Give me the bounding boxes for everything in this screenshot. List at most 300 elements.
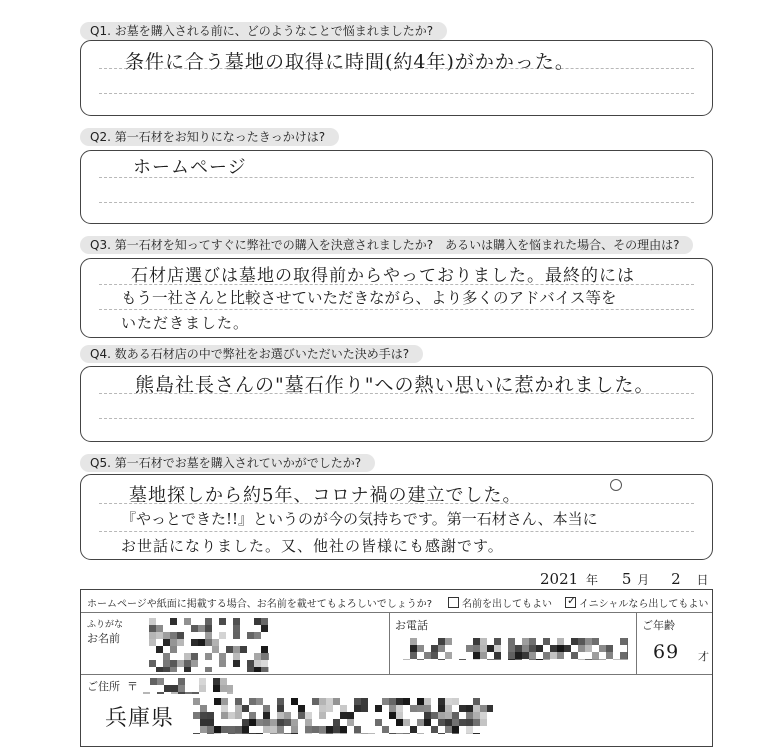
mosaic-tile bbox=[417, 659, 424, 660]
mosaic-tile bbox=[221, 712, 228, 719]
mosaic-tile bbox=[473, 659, 480, 660]
mosaic-tile bbox=[305, 726, 312, 733]
mosaic-tile bbox=[515, 645, 522, 652]
mosaic-tile bbox=[178, 692, 185, 694]
mosaic-tile bbox=[347, 712, 354, 719]
mosaic-tile bbox=[494, 645, 501, 652]
mosaic-tile bbox=[149, 660, 156, 667]
q3-answer-line-2: もう一社さんと比較させていただきながら、より多くのアドバイス等を bbox=[121, 289, 617, 307]
mosaic-tile bbox=[277, 719, 284, 726]
mosaic-tile bbox=[261, 667, 268, 672]
mosaic-tile bbox=[184, 667, 191, 672]
mosaic-tile bbox=[375, 719, 382, 726]
mosaic-tile bbox=[156, 646, 163, 653]
mosaic-tile bbox=[473, 705, 480, 712]
mosaic-tile bbox=[627, 659, 628, 660]
mosaic-tile bbox=[627, 638, 628, 645]
mosaic-tile bbox=[261, 618, 268, 625]
mosaic-tile bbox=[319, 712, 326, 719]
mosaic-tile bbox=[473, 638, 480, 645]
mosaic-tile bbox=[205, 618, 212, 625]
mosaic-tile bbox=[184, 653, 191, 660]
mosaic-tile bbox=[305, 719, 312, 726]
mosaic-tile bbox=[438, 698, 445, 705]
mosaic-tile bbox=[438, 733, 445, 734]
mosaic-tile bbox=[389, 705, 396, 712]
small-circle-mark bbox=[610, 479, 622, 491]
mosaic-tile bbox=[270, 726, 277, 733]
mosaic-tile bbox=[200, 726, 207, 733]
mosaic-tile bbox=[592, 652, 599, 659]
mosaic-tile bbox=[515, 659, 522, 660]
mosaic-tile bbox=[256, 733, 263, 734]
mosaic-tile bbox=[326, 698, 333, 705]
mosaic-tile bbox=[466, 726, 473, 733]
q5-answer-line-2: 『やっとできた!!』というのが今の気持ちです。第一石材さん、本当に bbox=[121, 510, 598, 528]
mosaic-tile bbox=[277, 733, 284, 734]
age-unit: 才 bbox=[698, 650, 709, 663]
mosaic-tile bbox=[487, 659, 494, 660]
option-name-label: 名前を出してもよい bbox=[462, 599, 552, 610]
date-day-unit: 日 bbox=[696, 573, 709, 587]
mosaic-tile bbox=[177, 639, 184, 646]
mosaic-tile bbox=[326, 705, 333, 712]
mosaic-tile bbox=[396, 719, 403, 726]
mosaic-tile bbox=[473, 698, 480, 705]
mosaic-tile bbox=[263, 705, 270, 712]
mosaic-tile bbox=[445, 705, 452, 712]
mosaic-tile bbox=[242, 733, 249, 734]
mosaic-tile bbox=[270, 719, 277, 726]
mosaic-tile bbox=[326, 733, 333, 734]
mosaic-tile bbox=[557, 645, 564, 652]
mosaic-tile bbox=[431, 645, 438, 652]
mosaic-tile bbox=[403, 719, 410, 726]
mosaic-tile bbox=[184, 618, 191, 625]
option-name-checkbox[interactable] bbox=[448, 595, 552, 610]
mosaic-tile bbox=[193, 712, 200, 719]
mosaic-tile bbox=[163, 667, 170, 672]
mosaic-tile bbox=[466, 705, 473, 712]
mosaic-tile bbox=[438, 638, 445, 645]
mosaic-tile bbox=[268, 653, 269, 660]
mosaic-tile bbox=[445, 652, 452, 659]
mosaic-tile bbox=[268, 667, 269, 672]
mosaic-tile bbox=[410, 705, 417, 712]
mosaic-tile bbox=[480, 705, 487, 712]
mosaic-tile bbox=[240, 646, 247, 653]
mosaic-tile bbox=[550, 645, 557, 652]
mosaic-tile bbox=[249, 719, 256, 726]
mosaic-tile bbox=[417, 698, 424, 705]
mosaic-tile bbox=[235, 698, 242, 705]
mosaic-tile bbox=[585, 659, 592, 660]
q5-answer-line-1: 墓地探しから約5年、コロナ禍の建立でした。 bbox=[129, 485, 522, 506]
mosaic-tile bbox=[368, 733, 375, 734]
mosaic-tile bbox=[536, 645, 543, 652]
mosaic-tile bbox=[198, 639, 205, 646]
checkbox-icon[interactable] bbox=[448, 597, 459, 608]
mosaic-tile bbox=[452, 733, 459, 734]
mosaic-tile bbox=[233, 660, 240, 667]
mosaic-tile bbox=[312, 726, 319, 733]
mosaic-tile bbox=[410, 726, 417, 733]
mosaic-tile bbox=[247, 660, 254, 667]
mosaic-tile bbox=[403, 698, 410, 705]
mosaic-tile bbox=[445, 726, 452, 733]
mosaic-tile bbox=[298, 705, 305, 712]
mosaic-tile bbox=[480, 719, 487, 726]
mosaic-tile bbox=[171, 685, 178, 692]
mosaic-tile bbox=[254, 653, 261, 660]
mosaic-tile bbox=[592, 638, 599, 645]
mosaic-tile bbox=[170, 639, 177, 646]
mosaic-tile bbox=[221, 705, 228, 712]
mosaic-tile bbox=[354, 726, 361, 733]
mosaic-tile bbox=[508, 638, 515, 645]
mosaic-tile bbox=[543, 638, 550, 645]
mosaic-tile bbox=[171, 692, 178, 694]
mosaic-tile bbox=[163, 653, 170, 660]
mosaic-tile bbox=[298, 712, 305, 719]
mosaic-tile bbox=[620, 652, 627, 659]
mosaic-tile bbox=[212, 646, 219, 653]
q4-label: Q4. 数ある石材店の中で弊社をお選びいただいた決め手は? bbox=[80, 345, 423, 363]
mosaic-tile bbox=[550, 652, 557, 659]
q3-answer-line-1: 石材店選びは墓地の取得前からやっておりました。最終的には bbox=[131, 266, 635, 286]
mosaic-tile bbox=[205, 625, 212, 632]
q2-label: Q2. 第一石材をお知りになったきっかけは? bbox=[80, 128, 339, 146]
mosaic-tile bbox=[417, 705, 424, 712]
mosaic-tile bbox=[263, 712, 270, 719]
mosaic-tile bbox=[620, 659, 627, 660]
mosaic-tile bbox=[170, 618, 177, 625]
mosaic-tile bbox=[445, 638, 452, 645]
mosaic-tile bbox=[207, 719, 214, 726]
date-year: 2021 bbox=[540, 570, 579, 588]
mosaic-tile bbox=[480, 638, 487, 645]
mosaic-tile bbox=[284, 712, 291, 719]
mosaic-tile bbox=[445, 712, 452, 719]
postal-mark: 〒 bbox=[127, 680, 138, 693]
mosaic-tile bbox=[613, 659, 620, 660]
mosaic-tile bbox=[564, 645, 571, 652]
mosaic-tile bbox=[494, 659, 501, 660]
mosaic-tile bbox=[219, 632, 226, 639]
mosaic-tile bbox=[254, 660, 261, 667]
mosaic-tile bbox=[178, 678, 185, 685]
mosaic-tile bbox=[389, 712, 396, 719]
mosaic-tile bbox=[319, 705, 326, 712]
mosaic-tile bbox=[150, 678, 157, 685]
mosaic-tile bbox=[199, 678, 206, 685]
permission-question: ホームページや紙面に掲載する場合、お名前を載せてもよろしいでしょうか? bbox=[87, 599, 433, 610]
mosaic-tile bbox=[319, 726, 326, 733]
q4-answer-line-1: 熊島社長さんの"墓石作り"への熱い思いに惹かれました。 bbox=[135, 374, 655, 396]
address-label: ご住所 bbox=[87, 680, 120, 693]
mosaic-tile bbox=[256, 698, 263, 705]
mosaic-tile bbox=[233, 646, 240, 653]
mosaic-tile bbox=[452, 719, 459, 726]
mosaic-tile bbox=[473, 719, 480, 726]
mosaic-tile bbox=[417, 719, 424, 726]
mosaic-tile bbox=[578, 638, 585, 645]
checkbox-checked-icon[interactable]: ✓ bbox=[567, 594, 577, 607]
mosaic-tile bbox=[235, 705, 242, 712]
mosaic-tile bbox=[227, 685, 233, 692]
age-value: 69 bbox=[653, 641, 680, 663]
mosaic-tile bbox=[207, 726, 214, 733]
mosaic-tile bbox=[235, 712, 242, 719]
mosaic-tile bbox=[156, 667, 163, 672]
mosaic-tile bbox=[242, 705, 249, 712]
mosaic-tile bbox=[291, 698, 298, 705]
mosaic-tile bbox=[382, 726, 389, 733]
mosaic-tile bbox=[219, 653, 226, 660]
mosaic-tile bbox=[578, 645, 585, 652]
mosaic-tile bbox=[480, 712, 487, 719]
mosaic-tile bbox=[431, 652, 438, 659]
q1-answer-box bbox=[80, 40, 713, 116]
mosaic-tile bbox=[149, 618, 156, 625]
q2-answer-line-1: ホームページ bbox=[133, 157, 247, 178]
mosaic-tile bbox=[417, 645, 424, 652]
mosaic-tile bbox=[205, 653, 212, 660]
mosaic-tile bbox=[592, 659, 599, 660]
mosaic-tile bbox=[627, 652, 628, 659]
address-value: 兵庫県 bbox=[105, 706, 175, 731]
mosaic-tile bbox=[219, 660, 226, 667]
mosaic-tile bbox=[452, 726, 459, 733]
mosaic-tile bbox=[354, 733, 361, 734]
mosaic-tile bbox=[228, 726, 235, 733]
mosaic-tile bbox=[221, 726, 228, 733]
mosaic-tile bbox=[233, 618, 240, 625]
mosaic-tile bbox=[396, 733, 403, 734]
mosaic-tile bbox=[599, 645, 606, 652]
mosaic-tile bbox=[284, 719, 291, 726]
date-day: 2 bbox=[671, 570, 681, 588]
mosaic-tile bbox=[263, 726, 270, 733]
mosaic-tile bbox=[466, 733, 473, 734]
mosaic-tile bbox=[277, 698, 284, 705]
mosaic-tile bbox=[543, 652, 550, 659]
mosaic-tile bbox=[522, 638, 529, 645]
q5-label: Q5. 第一石材でお墓を購入されていかがでしたか? bbox=[80, 454, 375, 472]
mosaic-tile bbox=[354, 698, 361, 705]
mosaic-tile bbox=[261, 625, 268, 632]
mosaic-tile bbox=[220, 678, 227, 685]
furigana-label: ふりがな bbox=[87, 620, 124, 630]
mosaic-tile bbox=[333, 698, 340, 705]
mosaic-tile bbox=[480, 652, 487, 659]
mosaic-tile bbox=[333, 726, 340, 733]
mosaic-tile bbox=[254, 618, 261, 625]
mosaic-tile bbox=[199, 685, 206, 692]
mosaic-tile bbox=[494, 638, 501, 645]
mosaic-tile bbox=[473, 645, 480, 652]
mosaic-tile bbox=[473, 733, 480, 734]
mosaic-tile bbox=[340, 705, 347, 712]
mosaic-tile bbox=[585, 638, 592, 645]
mosaic-tile bbox=[508, 645, 515, 652]
date-year-unit: 年 bbox=[586, 573, 599, 587]
mosaic-tile bbox=[361, 733, 368, 734]
mosaic-tile bbox=[214, 733, 221, 734]
mosaic-tile bbox=[410, 645, 417, 652]
mosaic-tile bbox=[163, 660, 170, 667]
mosaic-tile bbox=[205, 639, 212, 646]
mosaic-tile bbox=[247, 667, 254, 672]
mosaic-tile bbox=[466, 645, 473, 652]
mosaic-tile bbox=[263, 719, 270, 726]
mosaic-tile bbox=[424, 705, 431, 712]
mosaic-tile bbox=[487, 645, 494, 652]
q5-answer-box bbox=[80, 474, 713, 560]
mosaic-tile bbox=[192, 692, 199, 694]
mosaic-tile bbox=[480, 645, 487, 652]
mosaic-tile bbox=[340, 726, 347, 733]
mosaic-tile bbox=[438, 712, 445, 719]
mosaic-tile bbox=[219, 618, 226, 625]
mosaic-tile bbox=[143, 692, 150, 694]
mosaic-tile bbox=[193, 733, 200, 734]
mosaic-tile bbox=[452, 712, 459, 719]
mosaic-tile bbox=[226, 646, 233, 653]
mosaic-tile bbox=[170, 646, 177, 653]
mosaic-tile bbox=[164, 685, 171, 692]
mosaic-tile bbox=[361, 705, 368, 712]
mosaic-tile bbox=[291, 733, 298, 734]
q5-answer-line-3: お世話になりました。又、他社の皆様にも感謝です。 bbox=[121, 537, 504, 555]
mosaic-tile bbox=[178, 685, 185, 692]
mosaic-tile bbox=[191, 653, 198, 660]
mosaic-tile bbox=[389, 733, 396, 734]
q4-answer-box bbox=[80, 366, 713, 442]
mosaic-tile bbox=[424, 652, 431, 659]
mosaic-tile bbox=[319, 698, 326, 705]
mosaic-tile bbox=[277, 705, 284, 712]
mosaic-tile bbox=[438, 645, 445, 652]
name-redaction-mosaic bbox=[149, 618, 269, 672]
mosaic-tile bbox=[536, 659, 543, 660]
mosaic-tile bbox=[305, 733, 312, 734]
mosaic-tile bbox=[396, 698, 403, 705]
mosaic-tile bbox=[522, 645, 529, 652]
mosaic-tile bbox=[277, 712, 284, 719]
option-initial-checkbox[interactable] bbox=[565, 595, 708, 610]
mosaic-tile bbox=[585, 645, 592, 652]
mosaic-tile bbox=[473, 712, 480, 719]
mosaic-tile bbox=[445, 719, 452, 726]
mosaic-tile bbox=[191, 639, 198, 646]
mosaic-tile bbox=[242, 719, 249, 726]
mosaic-tile bbox=[459, 659, 466, 660]
mosaic-tile bbox=[410, 638, 417, 645]
age-label: ご年齢 bbox=[642, 619, 675, 632]
mosaic-tile bbox=[396, 712, 403, 719]
mosaic-tile bbox=[508, 652, 515, 659]
mosaic-tile bbox=[438, 705, 445, 712]
mosaic-tile bbox=[149, 632, 156, 639]
mosaic-tile bbox=[191, 660, 198, 667]
mosaic-tile bbox=[627, 645, 628, 652]
mosaic-tile bbox=[319, 733, 326, 734]
option-initial-label: イニシャルなら出してもよい bbox=[579, 599, 709, 610]
mosaic-tile bbox=[466, 719, 473, 726]
mosaic-tile bbox=[207, 712, 214, 719]
mosaic-tile bbox=[557, 638, 564, 645]
q1-answer-line-1: 条件に合う墓地の取得に時間(約4年)がかかった。 bbox=[125, 51, 575, 73]
mosaic-tile bbox=[233, 632, 240, 639]
customer-info-form bbox=[80, 589, 713, 747]
date-month: 5 bbox=[621, 570, 632, 588]
q3-answer-box bbox=[80, 258, 713, 338]
mosaic-tile bbox=[438, 719, 445, 726]
mosaic-tile bbox=[177, 660, 184, 667]
mosaic-tile bbox=[261, 653, 268, 660]
address-redaction-mosaic bbox=[193, 698, 493, 734]
mosaic-tile bbox=[431, 712, 438, 719]
mosaic-tile bbox=[277, 726, 284, 733]
mosaic-tile bbox=[249, 698, 256, 705]
mosaic-tile bbox=[417, 733, 424, 734]
mosaic-tile bbox=[291, 726, 298, 733]
mosaic-tile bbox=[606, 645, 613, 652]
mosaic-tile bbox=[543, 659, 550, 660]
name-label: お名前 bbox=[87, 632, 120, 645]
mosaic-tile bbox=[424, 712, 431, 719]
mosaic-tile bbox=[207, 733, 214, 734]
mosaic-tile bbox=[212, 639, 219, 646]
q1-label: Q1. お墓を購入される前に、どのようなことで悩まれましたか? bbox=[80, 22, 447, 40]
mosaic-tile bbox=[170, 632, 177, 639]
date-line bbox=[540, 570, 708, 588]
mosaic-tile bbox=[157, 692, 164, 694]
mosaic-tile bbox=[347, 719, 354, 726]
mosaic-tile bbox=[242, 726, 249, 733]
mosaic-tile bbox=[156, 632, 163, 639]
mosaic-tile bbox=[200, 719, 207, 726]
mosaic-tile bbox=[557, 652, 564, 659]
mosaic-tile bbox=[235, 726, 242, 733]
mosaic-tile bbox=[424, 719, 431, 726]
mosaic-tile bbox=[599, 659, 606, 660]
mosaic-tile bbox=[198, 625, 205, 632]
date-month-unit: 月 bbox=[637, 573, 650, 587]
mosaic-tile bbox=[185, 692, 192, 694]
mosaic-tile bbox=[529, 645, 536, 652]
mosaic-tile bbox=[170, 660, 177, 667]
mosaic-tile bbox=[270, 733, 277, 734]
mosaic-tile bbox=[284, 733, 291, 734]
mosaic-tile bbox=[382, 698, 389, 705]
mosaic-tile bbox=[494, 652, 501, 659]
mosaic-tile bbox=[228, 712, 235, 719]
mosaic-tile bbox=[424, 698, 431, 705]
mosaic-tile bbox=[445, 698, 452, 705]
mosaic-tile bbox=[213, 685, 220, 692]
mosaic-tile bbox=[361, 698, 368, 705]
mosaic-tile bbox=[261, 646, 268, 653]
mosaic-tile bbox=[213, 678, 220, 685]
mosaic-tile bbox=[156, 625, 163, 632]
mosaic-tile bbox=[403, 733, 410, 734]
phone-redaction-mosaic bbox=[403, 638, 628, 660]
mosaic-tile bbox=[515, 652, 522, 659]
mosaic-tile bbox=[529, 638, 536, 645]
mosaic-tile bbox=[247, 632, 254, 639]
